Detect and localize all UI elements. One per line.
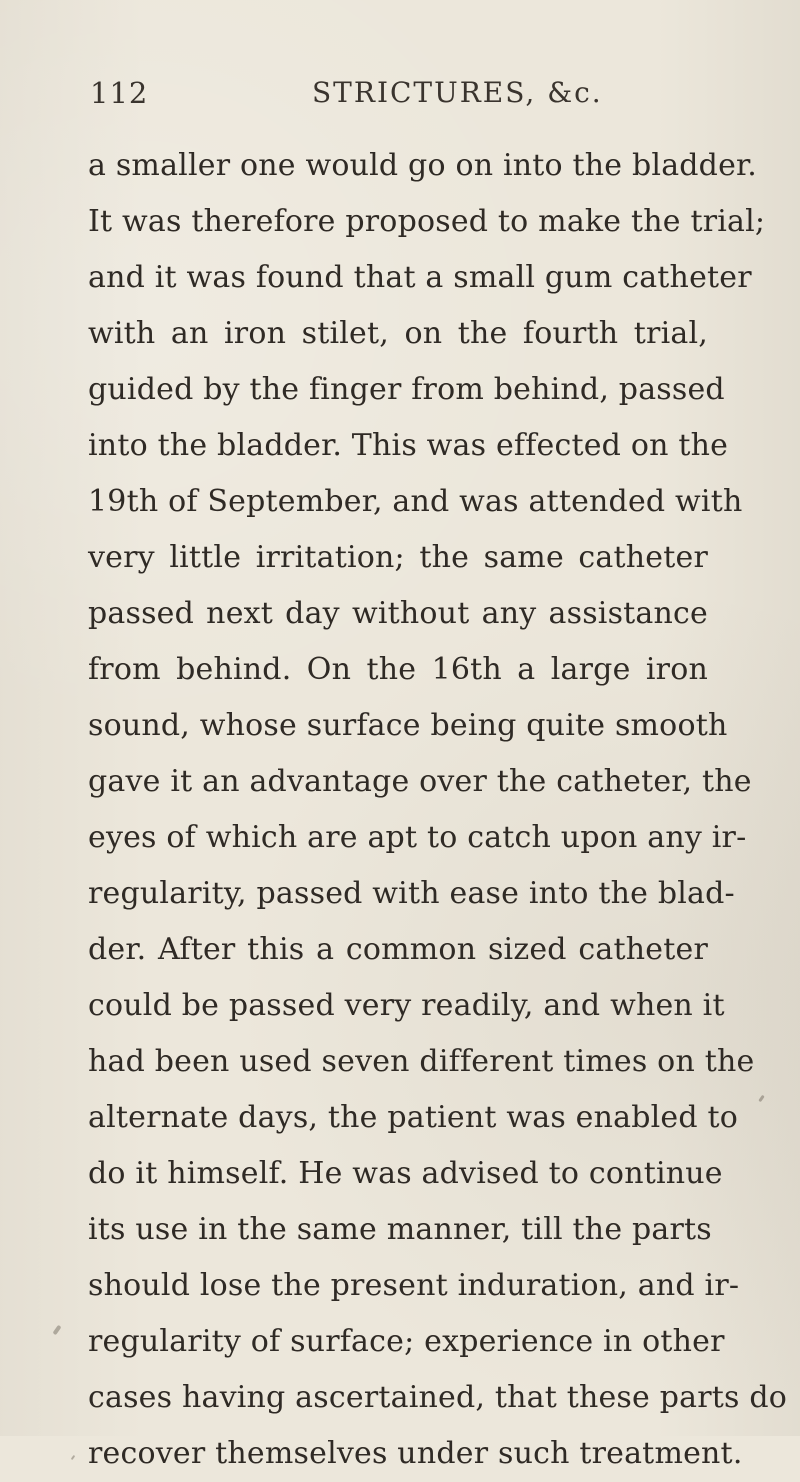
- paper-speck: [52, 1325, 61, 1335]
- text-line: its use in the same manner, till the parts: [88, 1212, 712, 1247]
- running-head: STRICTURES, &c.: [312, 76, 603, 109]
- text-line: eyes of which are apt to catch upon any ir-: [88, 820, 747, 855]
- text-line: guided by the finger from behind, passed: [88, 372, 725, 407]
- text-line: a smaller one would go on into the bladder.: [88, 148, 758, 183]
- body-text: [88, 138, 787, 1482]
- page-header: [90, 76, 630, 116]
- text-line: It was therefore proposed to make the trial;: [88, 204, 766, 239]
- text-line: had been used seven different times on the: [88, 1044, 755, 1079]
- text-line: cases having ascertained, that these parts do: [88, 1380, 787, 1415]
- paper-speck: [71, 1455, 76, 1460]
- text-line: 19th of September, and was attended with: [88, 484, 743, 519]
- text-line: gave it an advantage over the catheter, the: [88, 764, 752, 799]
- text-line: could be passed very readily, and when it: [88, 988, 725, 1023]
- text-line: with an iron stilet, on the fourth trial,: [88, 316, 708, 351]
- text-line: regularity, passed with ease into the blad-: [88, 876, 735, 911]
- text-line: very little irritation; the same catheter: [88, 540, 708, 575]
- text-line-last: recover themselves under such treatment.: [88, 1436, 743, 1471]
- text-line: alternate days, the patient was enabled to: [88, 1100, 739, 1135]
- text-line: into the bladder. This was effected on the: [88, 428, 729, 463]
- text-line: and it was found that a small gum catheter: [88, 260, 752, 295]
- text-line: from behind. On the 16th a large iron: [88, 652, 708, 687]
- paper-speck: [758, 1095, 764, 1102]
- text-line: should lose the present induration, and ir-: [88, 1268, 740, 1303]
- text-line: sound, whose surface being quite smooth: [88, 708, 728, 743]
- text-line: do it himself. He was advised to continue: [88, 1156, 723, 1191]
- page-number: 112: [90, 76, 149, 110]
- text-line: der. After this a common sized catheter: [88, 932, 708, 967]
- text-line: regularity of surface; experience in other: [88, 1324, 725, 1359]
- text-line: passed next day without any assistance: [88, 596, 708, 631]
